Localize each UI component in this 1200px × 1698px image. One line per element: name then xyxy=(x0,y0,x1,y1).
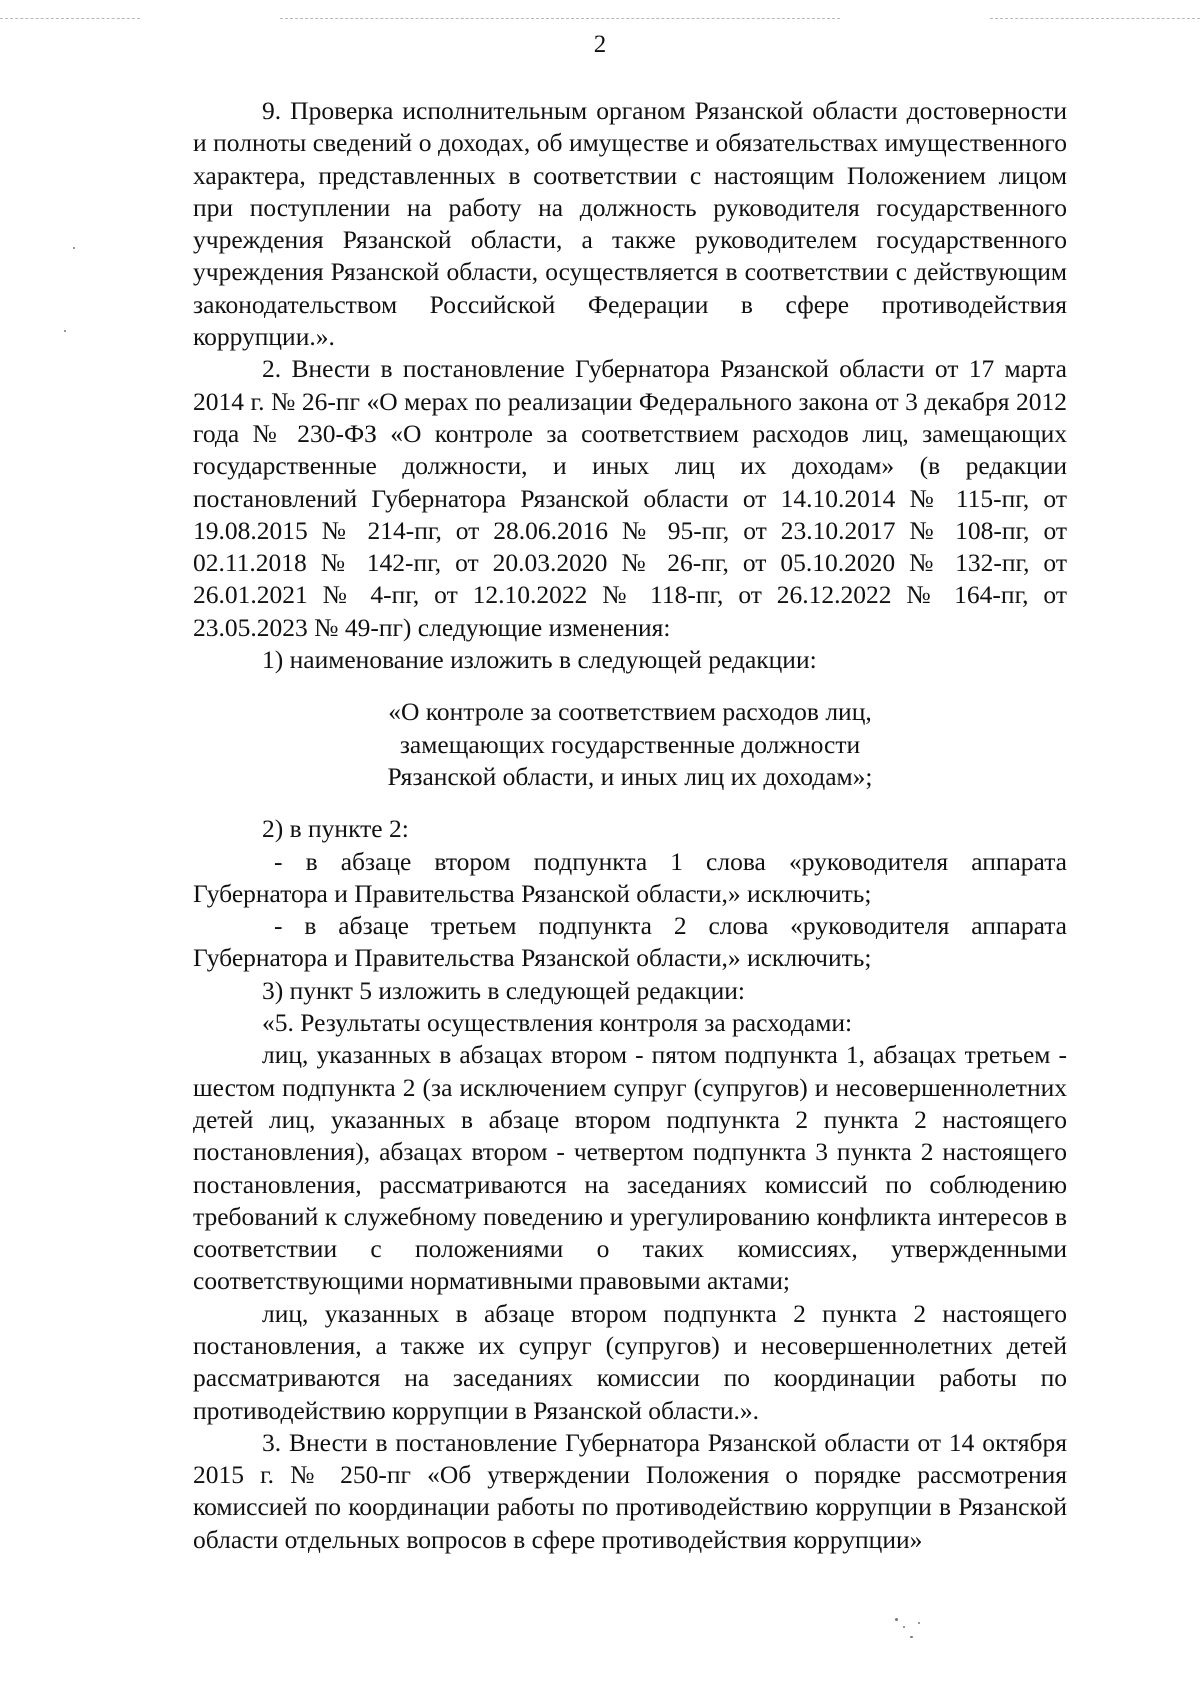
new-title-line: «О контроле за соответствием расходов лиц, xyxy=(388,697,872,727)
dash-item: - в абзаце третьем подпункта 2 слова «руководителя аппарата Губернатора и Правительства Рязанской области,» исключить; xyxy=(193,911,1067,973)
subitem-2: 2) в пункте 2: xyxy=(262,814,409,844)
paragraph-item-9: 9. Проверка исполнительным органом Рязанской области достоверности и полноты сведений о доходах, об имуществе и обязательствах имущественного характера, представленных в соответствии с настоящим Положением лицом при поступлении на работу на должность руководителя государственного учреждения Рязанской области, а также руководителем государственного учреждения Рязанской области, осуществляется в соответствии с действующим законодательством Российской Федерации в сфере противодействия коррупции.». xyxy=(193,96,1067,352)
paragraph-text: лиц, указанных в абзацах втором - пятом подпункта 1, абзацах третьем - шестом подпункта 2 (за исключением супруг (супругов) и несовершеннолетних детей лиц, указанных в абзаце втором подпункта 2 пункта 2 настоящего постановления), абзацах втором - четвертом подпункта 3 пункта 2 настоящего постановления, рассматриваются на заседаниях комиссий по соблюдению требований к служебному поведению и урегулированию конфликта интересов в соответствии с положениями о таких комиссиях, утвержденными соответствующими нормативными правовыми актами; xyxy=(193,1040,1067,1296)
paragraph-amendment-3: 3. Внести в постановление Губернатора Рязанской области от 14 октября 2015 г. № 250-пг «Об утверждении Положения о порядке рассмотрения комиссией по координации работы по противодействию коррупции в Рязанской области отдельных вопросов в сфере противодействия коррупции» xyxy=(193,1427,1067,1554)
subitem-3: 3) пункт 5 изложить в следующей редакции: xyxy=(262,975,745,1005)
scan-speck xyxy=(910,1636,913,1638)
scan-speck xyxy=(73,247,75,249)
scan-edge-line xyxy=(0,18,140,19)
document-body xyxy=(193,95,1067,1556)
paragraph-text: лиц, указанных в абзаце втором подпункта 2 пункта 2 настоящего постановления, а также их супруг (супругов) и несовершеннолетних детей рассматриваются на заседаниях комиссии по координации работы по противодействию коррупции в Рязанской области.». xyxy=(193,1298,1067,1425)
scan-speck xyxy=(903,1626,905,1628)
scan-speck xyxy=(64,330,66,332)
quoted-item-5: «5. Результаты осуществления контроля за расходами: xyxy=(262,1008,853,1038)
scan-edge-line xyxy=(280,18,840,19)
page-number: 2 xyxy=(593,31,607,58)
subitem-1: 1) наименование изложить в следующей редакции: xyxy=(262,645,817,675)
paragraph-amendment-2: 2. Внести в постановление Губернатора Рязанской области от 17 марта 2014 г. № 26-пг «О мерах по реализации Федерального закона от 3 декабря 2012 года № 230-ФЗ «О контроле за соответствием расходов лиц, замещающих государственные должности, и иных лиц их доходам» (в редакции постановлений Губернатора Рязанской области от 14.10.2014 № 115-пг, от 19.08.2015 № 214-пг, от 28.06.2016 № 95-пг, от 23.10.2017 № 108-пг, от 02.11.2018 № 142-пг, от 20.03.2020 № 26-пг, от 05.10.2020 № 132-пг, от 26.01.2021 № 4-пг, от 12.10.2022 № 118-пг, от 26.12.2022 № 164-пг, от 23.05.2023 № 49-пг) следующие изменения: xyxy=(193,354,1067,642)
new-title-line: Рязанской области, и иных лиц их доходам»; xyxy=(387,761,873,791)
scan-edge-line xyxy=(990,18,1200,19)
scan-speck xyxy=(918,1622,920,1624)
dash-item: - в абзаце втором подпункта 1 слова «руководителя аппарата Губернатора и Правительства Рязанской области,» исключить; xyxy=(193,846,1067,908)
scan-speck xyxy=(895,1618,898,1621)
new-title-block xyxy=(193,696,1067,793)
new-title-line: замещающих государственные должности xyxy=(399,729,861,759)
